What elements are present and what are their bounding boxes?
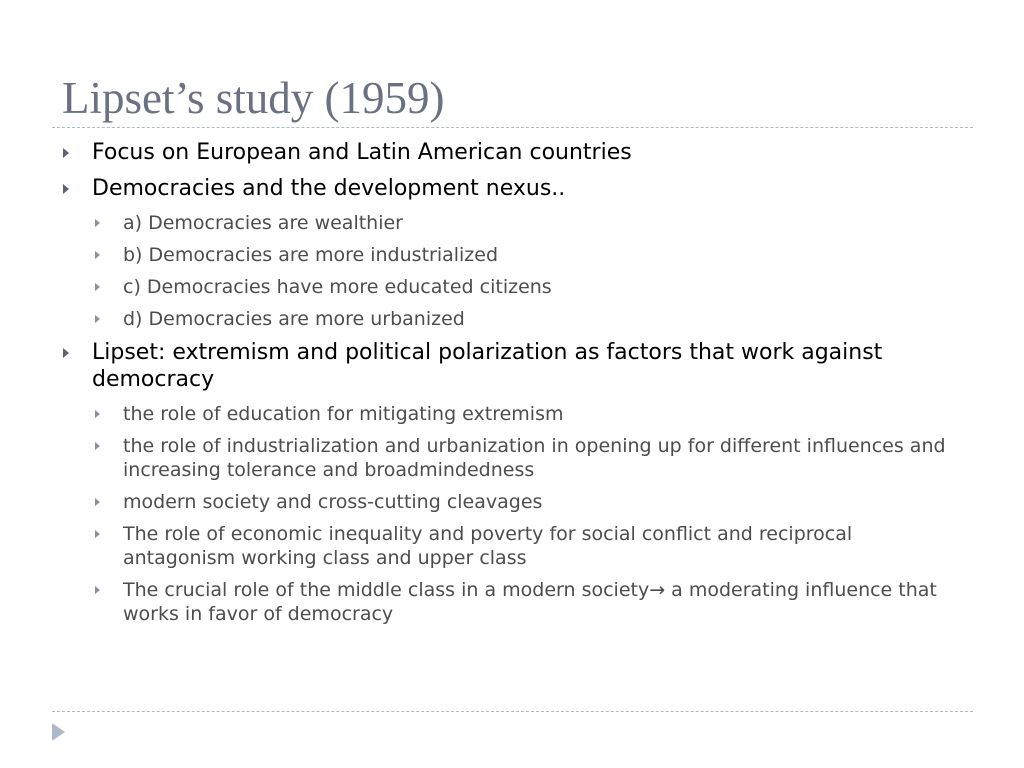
triangle-bullet-icon <box>95 442 100 450</box>
title-divider <box>52 127 973 128</box>
bullet-text: Democracies and the development nexus.. <box>92 176 566 201</box>
sub-bullet-item <box>0 490 1024 514</box>
sub-bullet-text: the role of education for mitigating extremism <box>123 403 564 425</box>
sub-bullet-item <box>0 578 1024 626</box>
triangle-bullet-icon <box>95 315 100 323</box>
triangle-bullet-icon <box>95 283 100 291</box>
sub-bullet-text: The role of economic inequality and poverty for social conflict and reciprocal antagonism working class and upper class <box>123 523 853 569</box>
sub-bullet-text: The crucial role of the middle class in a modern society→ a moderating influence that works in favor of democracy <box>123 579 937 625</box>
sub-bullet-text: a) Democracies are wealthier <box>123 212 403 234</box>
sub-bullet-item <box>0 434 1024 482</box>
sub-bullet-text: the role of industrialization and urbanization in opening up for different influences and increasing tolerance and broadmindedness <box>123 435 946 481</box>
triangle-bullet-icon <box>63 184 69 194</box>
sub-bullet-text: modern society and cross-cutting cleavages <box>123 491 543 513</box>
next-slide-arrow-icon[interactable] <box>52 723 65 741</box>
sub-bullet-text: b) Democracies are more industrialized <box>123 244 499 266</box>
sub-bullet-text: c) Democracies have more educated citizens <box>123 276 552 298</box>
bullet-item <box>0 139 1024 166</box>
sub-bullet-item <box>0 402 1024 426</box>
sub-bullet-item <box>0 211 1024 235</box>
slide-content <box>0 139 1024 634</box>
footer-divider <box>52 711 973 712</box>
sub-bullet-item <box>0 275 1024 299</box>
triangle-bullet-icon <box>95 530 100 538</box>
triangle-bullet-icon <box>95 251 100 259</box>
slide-title: Lipset’s study (1959) <box>62 73 445 123</box>
bullet-item <box>0 339 1024 393</box>
triangle-bullet-icon <box>95 219 100 227</box>
sub-bullet-item <box>0 243 1024 267</box>
triangle-bullet-icon <box>95 498 100 506</box>
bullet-text: Focus on European and Latin American countries <box>92 140 632 165</box>
bullet-text: Lipset: extremism and political polarization as factors that work against democracy <box>92 340 883 392</box>
triangle-bullet-icon <box>95 586 100 594</box>
sub-bullet-text: d) Democracies are more urbanized <box>123 308 465 330</box>
sub-bullet-item <box>0 522 1024 570</box>
triangle-bullet-icon <box>63 148 69 158</box>
sub-bullet-item <box>0 307 1024 331</box>
triangle-bullet-icon <box>63 348 69 358</box>
bullet-item <box>0 175 1024 202</box>
triangle-bullet-icon <box>95 410 100 418</box>
